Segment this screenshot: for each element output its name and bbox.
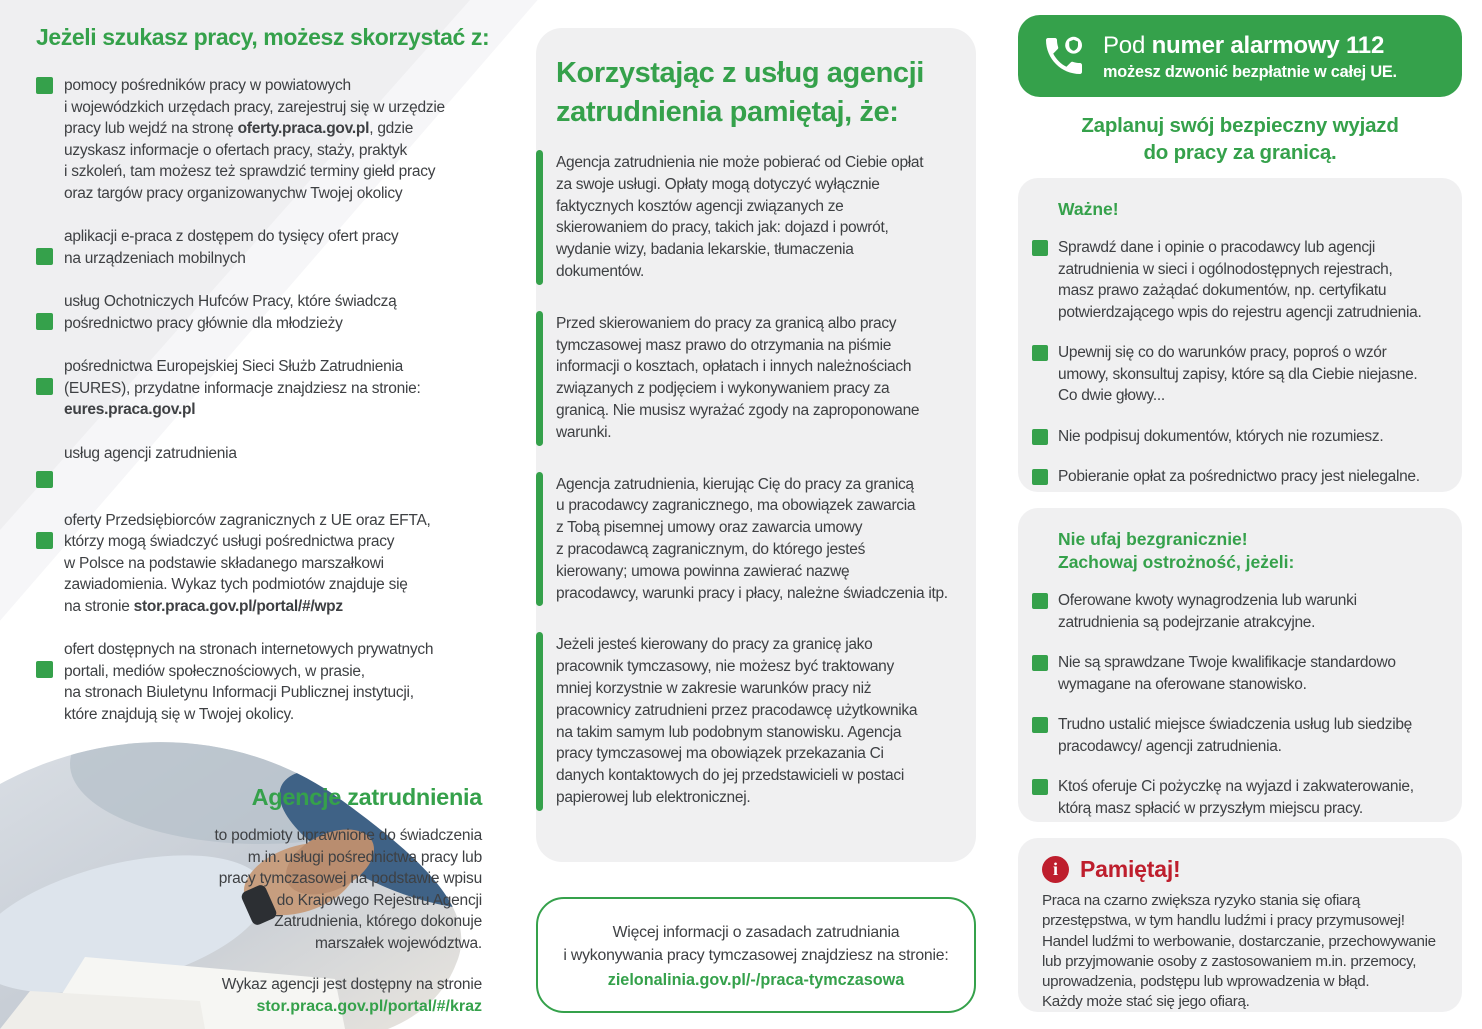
agency-body-text: to podmioty uprawnione do świadczenia m.in. usługi pośrednictwa pracy lub pracy tymczasowej na podstawie wpisu do Krajowego Rejestru Agencji Zatrudnienia, którego dokonuje marszałek województwa. xyxy=(214,827,482,952)
emergency-number-banner xyxy=(1018,15,1462,97)
agency-rule-paragraph xyxy=(536,472,976,607)
list-item-text: Nie podpisuj dokumentów, których nie rozumiesz. xyxy=(1058,427,1384,445)
list-item-text: Oferowane kwoty wynagrodzenia lub warunki zatrudnienia są podejrzanie atrakcyjne. xyxy=(1058,592,1357,631)
list-item-text: oferty Przedsiębiorców zagranicznych z UE oraz EFTA, którzy mogą świadczyć usługi pośrednictwa pracy w Polsce na podstawie składanego marszałkowi zawiadomienia. Wykaz tych podmiotów znajduje się na stronie stor.praca.gov.pl/portal/#/wpz xyxy=(64,511,431,615)
bullet-square-icon xyxy=(36,661,53,678)
paragraph-accent-bar xyxy=(536,472,543,607)
list-item-text: Upewnij się co do warunków pracy, poproś o wzór umowy, skonsultuj zapisy, które są dla Ciebie niejasne. Co dwie głowy... xyxy=(1058,344,1418,404)
zielonalinia-link[interactable]: zielonalinia.gov.pl/-/praca-tymczasowa xyxy=(607,970,905,989)
bullet-square-icon xyxy=(1032,779,1048,795)
list-item xyxy=(1032,237,1448,323)
list-item-text: usług agencji zatrudnienia xyxy=(64,444,237,462)
more-info-box xyxy=(536,897,976,1013)
middle-heading: Korzystając z usług agencji zatrudnienia pamiętaj, że: xyxy=(556,57,924,128)
list-item xyxy=(1032,342,1448,407)
more-info-text: Więcej informacji o zasadach zatrudniania i wykonywania pracy tymczasowej znajdziesz na stronie: xyxy=(563,923,949,964)
agency-register-link[interactable]: stor.praca.gov.pl/portal/#/kraz xyxy=(256,997,482,1015)
important-list xyxy=(1032,237,1448,488)
list-item-text: Nie są sprawdzane Twoje kwalifikacje standardowo wymagane na oferowane stanowisko. xyxy=(1058,654,1396,693)
list-item-text: usług Ochotniczych Hufców Pracy, które świadczą pośrednictwo pracy głównie dla młodzieży xyxy=(64,293,397,332)
bullet-square-icon xyxy=(1032,240,1048,256)
list-item xyxy=(1032,426,1448,448)
list-item xyxy=(1032,652,1448,695)
caution-box xyxy=(1018,508,1462,822)
bullet-square-icon xyxy=(36,532,53,549)
list-item-text: Trudno ustalić miejsce świadczenia usług lub siedzibę pracodawcy/ agencji zatrudnienia. xyxy=(1058,716,1412,755)
list-item xyxy=(36,291,506,334)
agency-heading: Agencje zatrudnienia xyxy=(251,784,482,810)
agency-rule-paragraph xyxy=(536,150,976,285)
middle-panel xyxy=(536,28,976,862)
list-item xyxy=(1032,776,1448,819)
left-column-heading: Jeżeli szukasz pracy, możesz skorzystać z: xyxy=(36,24,490,50)
important-box-title: Ważne! xyxy=(1058,199,1119,219)
agency-rule-paragraph xyxy=(536,311,976,446)
important-box xyxy=(1018,178,1462,492)
remember-box-body: Praca na czarno zwiększa ryzyko stania się ofiarą przestępstwa, w tym handlu ludźmi i pracy przymusowej! Handel ludźmi to werbowanie, dostarczanie, przechowywanie lub przyjmowanie osoby z zastosowaniem m.in. przemocy, uprowadzenia, podstępu lub wprowadzenia w błąd. Każdy może stać się jego ofiarą. xyxy=(1042,892,1436,1011)
banner-text xyxy=(1103,31,1397,82)
list-item-text: Ktoś oferuje Ci pożyczkę na wyjazd i zakwaterowanie, którą masz spłacić w przyszłym miejscu pracy. xyxy=(1058,778,1414,817)
list-item xyxy=(1032,714,1448,757)
list-item-text: pomocy pośredników pracy w powiatowych i wojewódzkich urzędach pracy, zarejestruj się w urzędzie pracy lub wejdź na stronę oferty.praca.gov.pl, gdzie uzyskasz informacje o ofertach pracy, staży, praktyk i szkoleń, tam możesz też sprawdzić terminy giełd pracy oraz targów pracy organizowanychw Twojej okolicy xyxy=(64,77,445,202)
info-icon: i xyxy=(1042,856,1069,883)
list-item-text: ofert dostępnych na stronach internetowych prywatnych portali, mediów społecznościowych, w prasie, na stronach Biuletynu Informacji Publicznej instytucji, które znajdują się w Twojej okolicy. xyxy=(64,641,434,723)
paragraph-accent-bar xyxy=(536,150,543,285)
agency-description-block xyxy=(150,784,482,1016)
left-column xyxy=(36,24,506,725)
paragraph-accent-bar xyxy=(536,632,543,810)
list-item xyxy=(36,639,506,725)
paragraph-text: Jeżeli jesteś kierowany do pracy za granicę jako pracownik tymczasowy, nie możesz być traktowany mniej korzystnie w zakresie warunków pracy niż pracownicy zatrudnieni przez pracodawcę użytkownika na takim samym lub podobnym stanowisku. Agencja pracy tymczasowej ma obowiązek przekazania Ci danych kontaktowych do jej przedstawicieli w postaci papierowej lub elektronicznej. xyxy=(556,636,918,806)
bullet-square-icon xyxy=(1032,469,1048,485)
list-item xyxy=(36,443,506,488)
list-item-text: aplikacji e-praca z dostępem do tysięcy ofert pracy na urządzeniach mobilnych xyxy=(64,228,399,267)
remember-box-header xyxy=(1042,856,1438,883)
list-item xyxy=(1032,466,1448,488)
list-item-text: Pobieranie opłat za pośrednictwo pracy jest nielegalne. xyxy=(1058,468,1420,485)
right-column xyxy=(1018,0,1462,1029)
bullet-square-icon xyxy=(1032,593,1048,609)
bullet-square-icon xyxy=(1032,717,1048,733)
list-item xyxy=(36,75,506,204)
plan-safe-trip-heading: Zaplanuj swój bezpieczny wyjazd do pracy za granicą. xyxy=(1081,114,1399,164)
bullet-square-icon xyxy=(36,248,53,265)
banner-line1: Pod numer alarmowy 112 xyxy=(1103,31,1385,59)
remember-box xyxy=(1018,838,1462,1012)
agency-rules-list xyxy=(536,150,976,811)
caution-list xyxy=(1032,590,1448,819)
phone-icon xyxy=(1040,32,1088,80)
bullet-square-icon xyxy=(36,378,53,395)
bullet-square-icon xyxy=(1032,429,1048,445)
paragraph-text: Przed skierowaniem do pracy za granicą albo pracy tymczasowej masz prawo do otrzymania na piśmie informacji o kosztach, opłatach i innych należnościach związanych z podjęciem i wykonywaniem pracy za granicą. Nie musisz wyrażać zgody na zaproponowane warunki. xyxy=(556,314,920,441)
list-item-text: Sprawdź dane i opinie o pracodawcy lub agencji zatrudnienia w sieci i ogólnodostępnych rejestrach, masz prawo zażądać dokumentów, np. certyfikatu potwierdzającego wpis do rejestru agencji zatrudnienia. xyxy=(1058,239,1422,321)
banner-line2: możesz dzwonić bezpłatnie w całej UE. xyxy=(1103,62,1397,81)
bullet-square-icon xyxy=(36,77,53,94)
job-options-list xyxy=(36,75,506,725)
bullet-square-icon xyxy=(1032,655,1048,671)
list-item xyxy=(36,226,506,269)
paragraph-text: Agencja zatrudnienia nie może pobierać od Ciebie opłat za swoje usługi. Opłaty mogą dotyczyć wyłącznie faktycznych kosztów agencji związanych ze skierowaniem do pracy, takich jak: dojazd i powrót, wydanie wizy, badania lekarskie, tłumaczenia dokumentów. xyxy=(556,154,924,280)
agency-rule-paragraph xyxy=(536,632,976,810)
paragraph-accent-bar xyxy=(536,311,543,446)
paragraph-text: Agencja zatrudnienia, kierując Cię do pracy za granicą u pracodawcy zagranicznego, ma obowiązek zawarcia z Tobą pisemnej umowy oraz zawarcia umowy z pracodawcą zagranicznym, do którego jesteś kierowany; umowa powinna zawierać nazwę pracodawcy, warunki pracy i płacy, należne świadczenia itp. xyxy=(556,475,948,602)
caution-box-title: Nie ufaj bezgranicznie! Zachowaj ostrożność, jeżeli: xyxy=(1058,529,1295,572)
agency-note-text: Wykaz agencji jest dostępny na stronie xyxy=(221,976,482,993)
list-item xyxy=(36,356,506,421)
list-item xyxy=(36,510,506,618)
list-item-text: pośrednictwa Europejskiej Sieci Służb Zatrudnienia (EURES), przydatne informacje znajdziesz na stronie: eures.praca.gov.pl xyxy=(64,358,421,418)
remember-box-title: Pamiętaj! xyxy=(1080,856,1181,882)
bullet-square-icon xyxy=(36,471,53,488)
bullet-square-icon xyxy=(1032,345,1048,361)
list-item xyxy=(1032,590,1448,633)
bullet-square-icon xyxy=(36,313,53,330)
